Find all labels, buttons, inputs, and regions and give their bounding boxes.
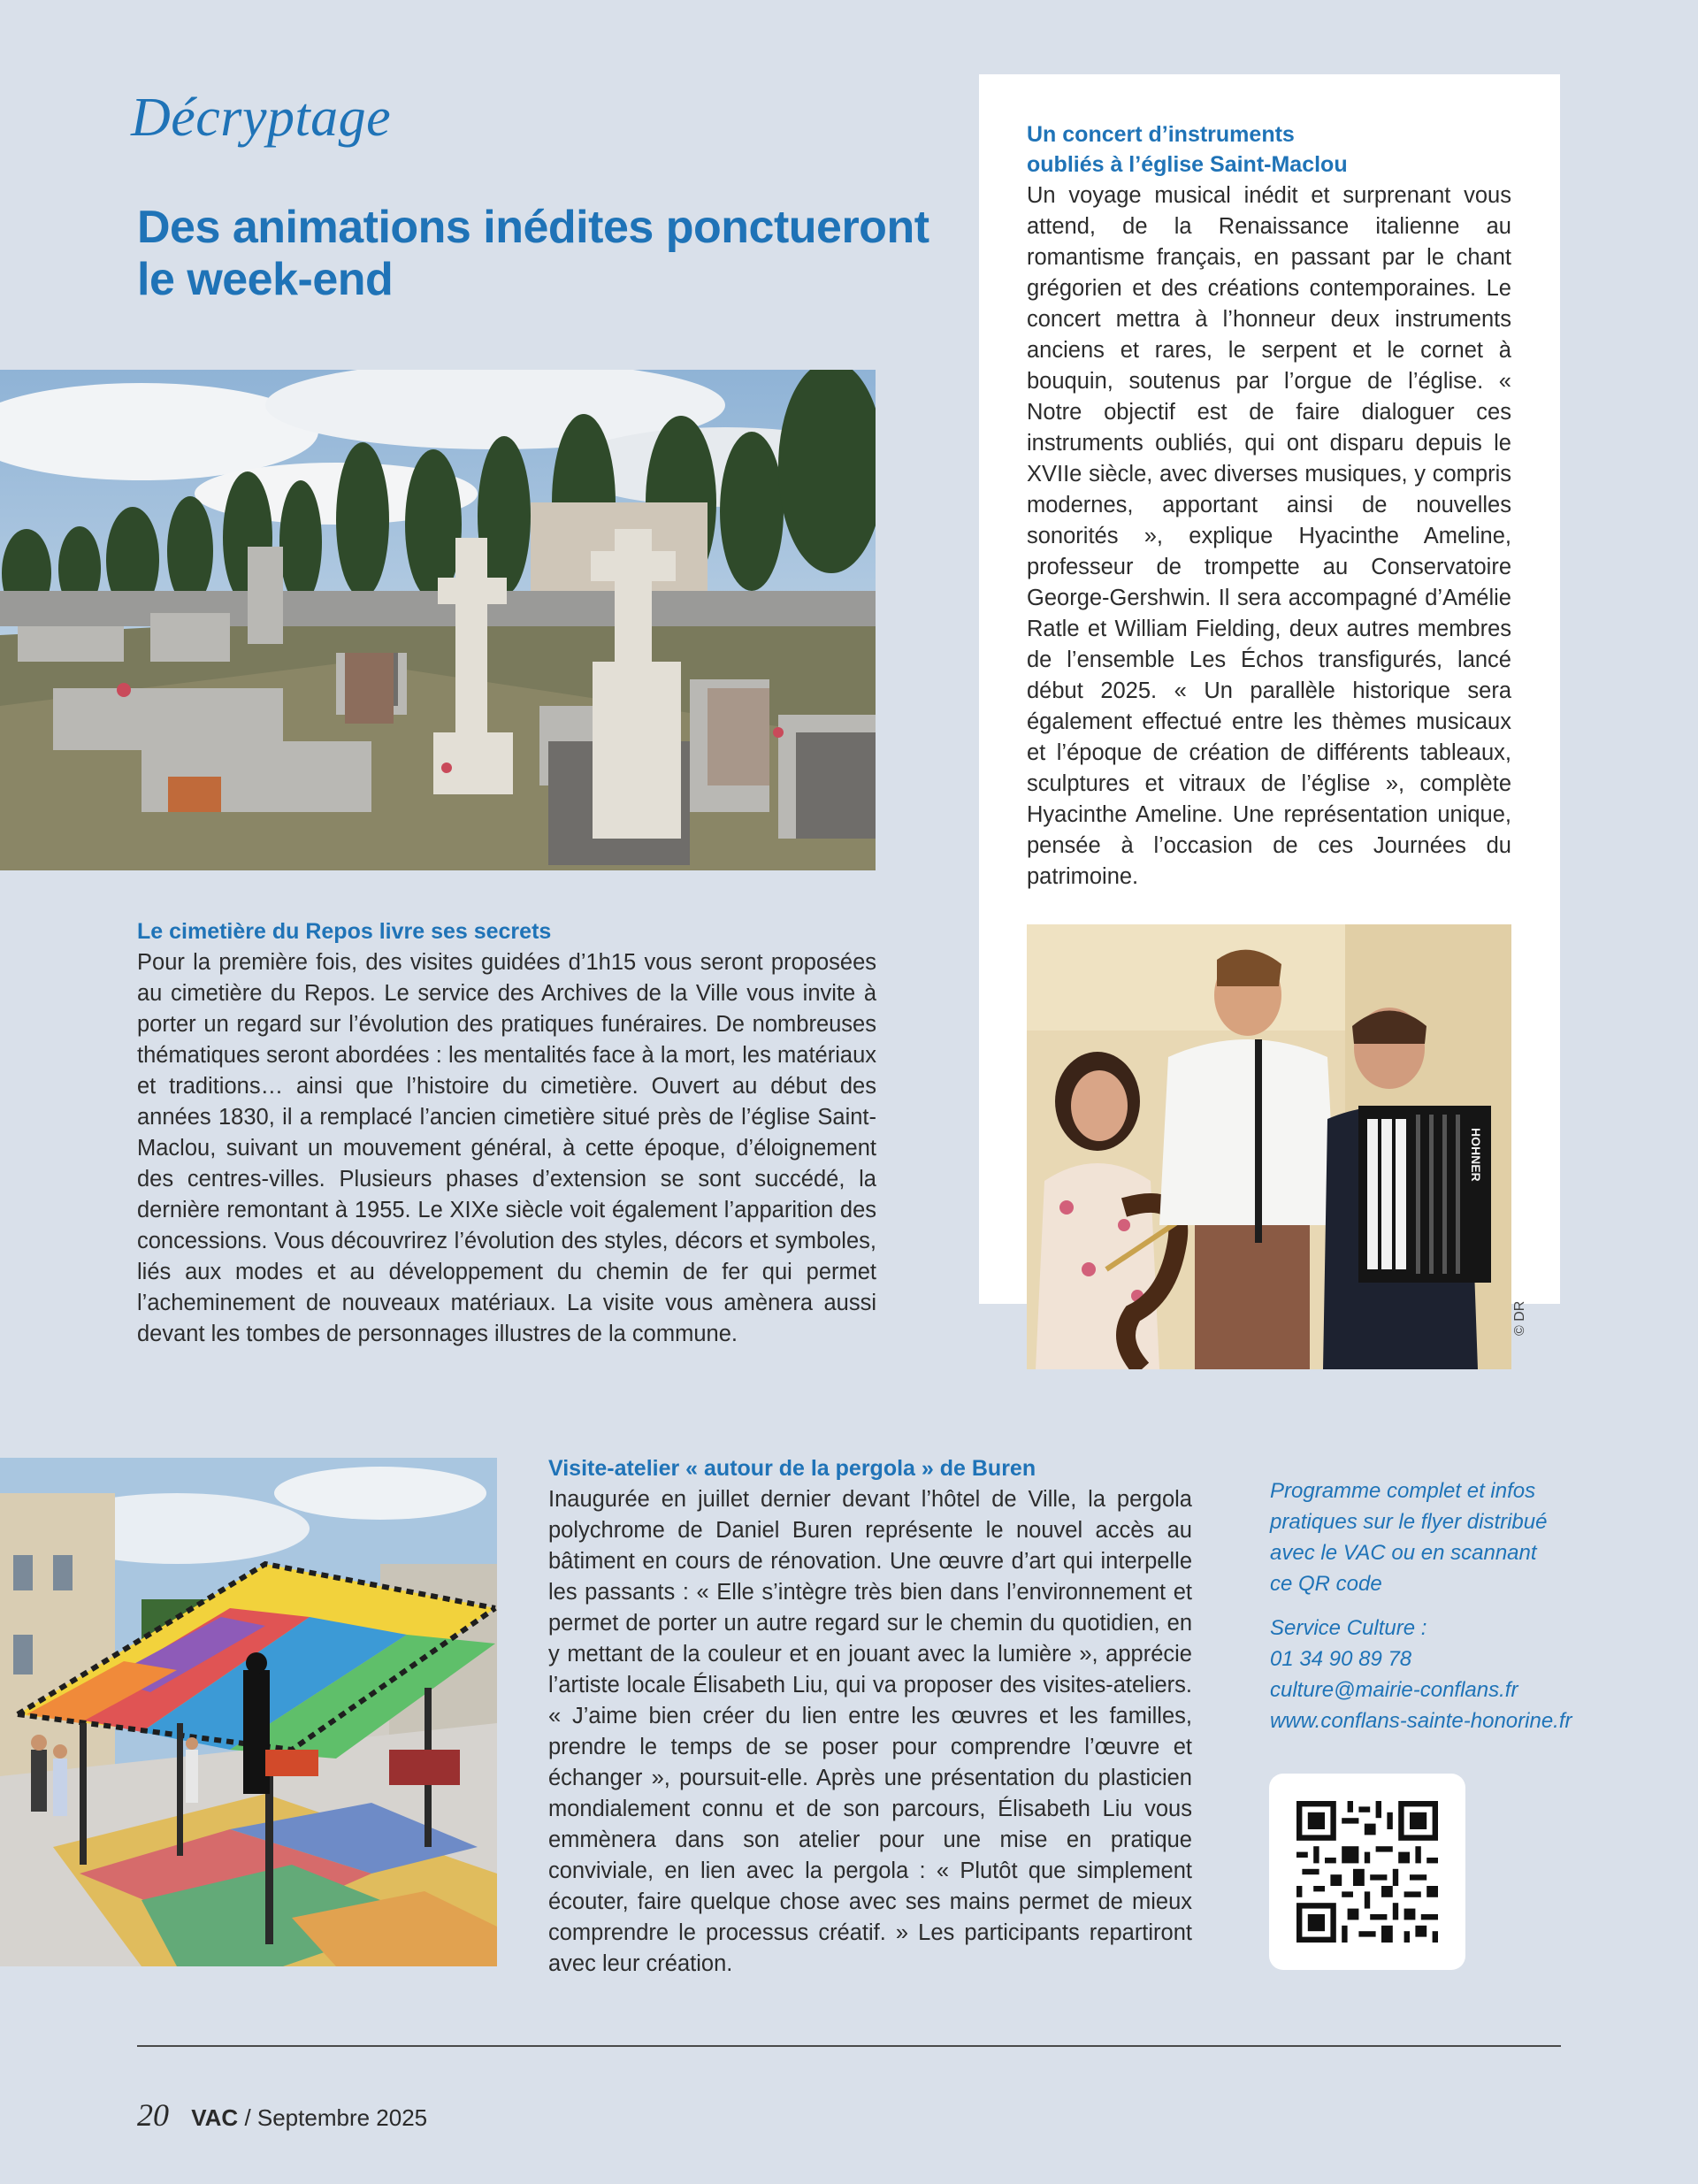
magazine-name: VAC <box>191 2104 239 2131</box>
concert-title-line1: Un concert d’instruments <box>1027 122 1295 147</box>
pergola-photo <box>0 1458 497 1966</box>
section-label: Décryptage <box>131 88 392 148</box>
footer-divider <box>137 2045 1561 2047</box>
accordion-brand: HOHNER <box>1469 1128 1483 1182</box>
cemetery-body: Pour la première fois, des visites guidées d’1h15 vous seront proposées au cimetière du Repos. Le service des Archives de la Ville vous invite à porter un regard sur l’évolution des pratiques funéraires. De nombreuses thématiques seront abordées : les mentalités face à la mort, les matériaux et traditions… ainsi que l’histoire du cimetière. Ouvert au début des années 1830, il a remplacé l’ancien cimetière situé près de l’église Saint-Maclou, suivant un mouvement général, à cette époque, d’éloignement des centres-villes. Plusieurs phases d’extension se sont succédé, la dernière remontant à 1955. Le XIXe siècle voit également l’apparition des concessions. Vous découvrirez l’évolution des styles, décors et symboles, liés aux modes et au développement du chemin de fer qui permet l’acheminement de nouveaux matériaux. La visite vous amènera aussi devant les tombes de personnages illustres de la commune. <box>137 950 876 1346</box>
info-line-2: pratiques sur le flyer distribué <box>1270 1510 1548 1534</box>
issue-date: / Septembre 2025 <box>244 2104 428 2131</box>
qr-code-icon <box>1296 1801 1438 1943</box>
page-headline: Des animations inédites ponctueront le week-end <box>137 202 929 305</box>
concert-body: Un voyage musical inédit et surprenant vous attend, de la Renaissance italienne au romantisme français, en passant par le chant grégorien et des créations contemporaines. Le concert mettra à l’honneur deux instruments anciens et rares, le serpent et le cornet à bouquin, soutenus par l’orgue de l’église. « Notre objectif est de faire dialoguer ces instruments oubliés, qui ont disparu depuis le XVIIe siècle, avec diverses musiques, y compris modernes, apportant ainsi de nouvelles sonorités », explique Hyacinthe Ameline, professeur de trompette au Conservatoire George-Gershwin. Il sera accompagné d’Amélie Ratle et William Fielding, deux autres membres de l’ensemble Les Échos transfigurés, lancé début 2025. « Un parallèle historique sera également effectué entre les thèmes musicaux et l’époque de création de différents tableaux, sculptures et vitraux de l’église », complète Hyacinthe Ameline. Une représentation unique, pensée à l’occasion de ces Journées du patrimoine. <box>1027 183 1511 889</box>
pergola-title: Visite-atelier « autour de la pergola » de Buren <box>548 1456 1036 1481</box>
cemetery-photo <box>0 370 876 870</box>
info-website[interactable]: www.conflans-sainte-honorine.fr <box>1270 1709 1572 1733</box>
qr-code-card[interactable] <box>1269 1774 1465 1970</box>
musicians-photo <box>1027 924 1511 1369</box>
page-number: 20 <box>137 2097 169 2133</box>
page-footer <box>137 2096 427 2134</box>
photo-credit: © DR <box>1512 1300 1527 1336</box>
concert-title-line2: oubliés à l’église Saint-Maclou <box>1027 152 1348 177</box>
info-service: Service Culture : <box>1270 1616 1427 1640</box>
info-block <box>1270 1475 1606 1736</box>
pergola-body: Inaugurée en juillet dernier devant l’hôtel de Ville, la pergola polychrome de Daniel Buren représente le nouvel accès au bâtiment en cours de rénovation. Une œuvre d’art qui interpelle les passants : « Elle s’intègre très bien dans l’environnement et permet de porter un autre regard sur le chemin du quotidien, en y mettant de la couleur et en jouant avec la lumière », apprécie l’artiste locale Élisabeth Liu, qui va proposer des visites-ateliers. « J’aime bien créer du lien entre les œuvres et les familles, prendre le temps de se poser pour comprendre l’œuvre et échanger », poursuit-elle. Après une présentation du plasticien mondialement connu et de son parcours, Élisabeth Liu vous emmènera dans son atelier pour une mise en pratique conviviale, en lien avec la pergola : « Plutôt que simplement écouter, faire quelque chose avec ses mains permet de mieux comprendre le processus créatif. » Les participants repartiront avec leur création. <box>548 1487 1192 1976</box>
info-line-4: ce QR code <box>1270 1572 1382 1596</box>
info-email[interactable]: culture@mairie-conflans.fr <box>1270 1678 1518 1702</box>
info-line-3: avec le VAC ou en scannant <box>1270 1541 1537 1565</box>
cemetery-title: Le cimetière du Repos livre ses secrets <box>137 919 552 944</box>
info-line-1: Programme complet et infos <box>1270 1479 1536 1503</box>
concert-title <box>1027 119 1348 180</box>
info-phone: 01 34 90 89 78 <box>1270 1647 1412 1671</box>
